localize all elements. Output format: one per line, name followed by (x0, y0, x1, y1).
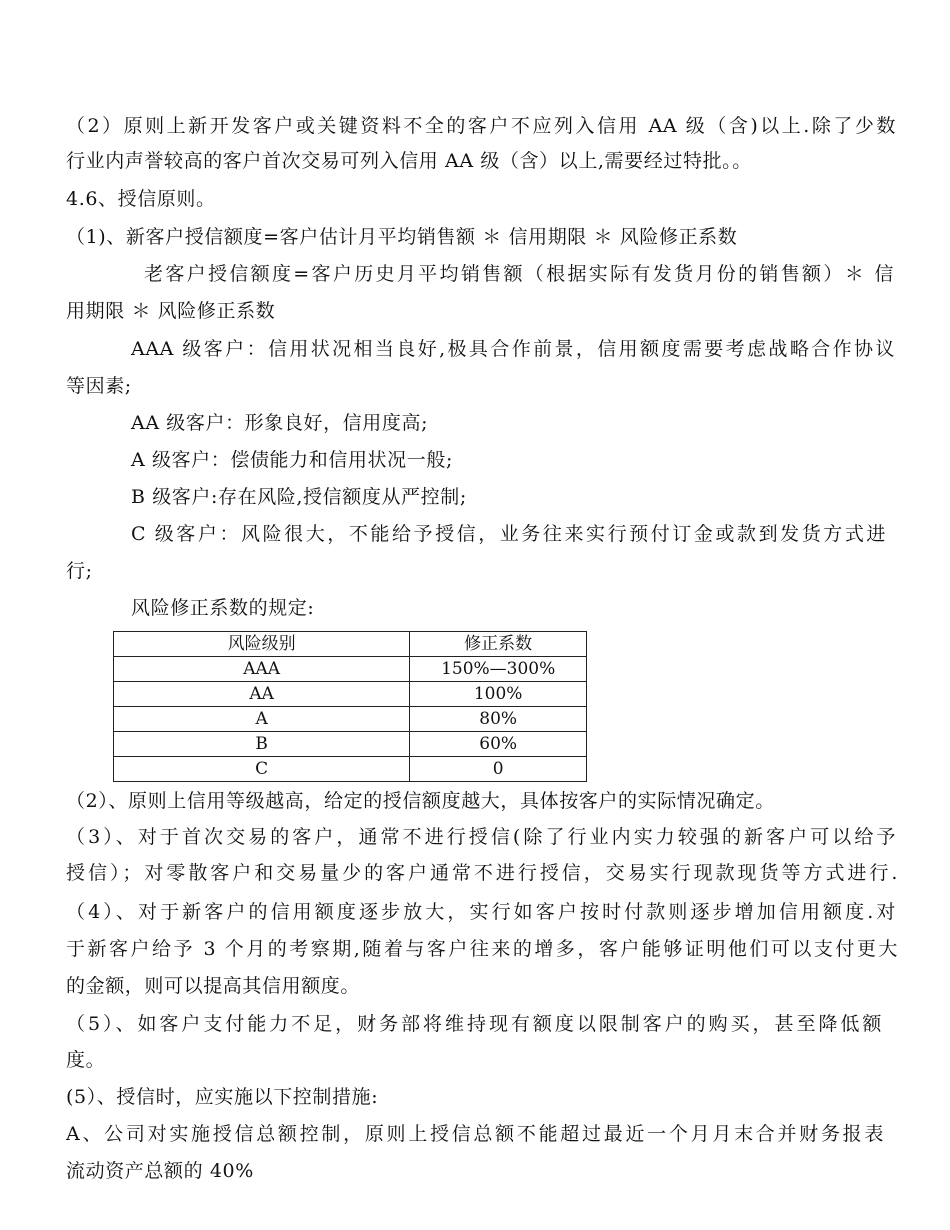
paragraph-line: 行; (66, 560, 93, 582)
paragraph-line: (5）、授信时，应实施以下控制措施: (66, 1086, 379, 1108)
table-cell: 80% (410, 707, 587, 732)
paragraph-line: 的金额，则可以提高其信用额度。 (66, 975, 361, 997)
paragraph-line: AAA 级客户：信用状况相当良好,极具合作前景，信用额度需要考虑战略合作协议 (131, 338, 895, 360)
risk-coefficient-table (113, 631, 587, 782)
table-cell: 150%—300% (410, 657, 587, 682)
table-row (114, 657, 587, 682)
paragraph-line: AA 级客户：形象良好，信用度高; (131, 412, 429, 434)
table-cell: 0 (410, 757, 587, 782)
paragraph-line: （4）、对于新客户的信用额度逐步放大，实行如客户按时付款则逐步增加信用额度.对 (66, 901, 896, 923)
table-cell: B (114, 732, 410, 757)
paragraph-line: 授信）；对零散客户和交易量少的客户通常不进行授信，交易实行现款现货等方式进行. (66, 862, 898, 884)
table-cell: AAA (114, 657, 410, 682)
table-row (114, 682, 587, 707)
paragraph-line: 行业内声誉较高的客户首次交易可列入信用 AA 级（含）以上,需要经过特批。。 (66, 150, 752, 172)
table-caption: 风险修正系数的规定: (131, 597, 315, 619)
table-header-row (114, 632, 587, 657)
table-row (114, 757, 587, 782)
paragraph-line: 老客户授信额度=客户历史月平均销售额（根据实际有发货月份的销售额）＊ 信 (144, 263, 894, 285)
table-cell: A (114, 707, 410, 732)
paragraph-line: 流动资产总额的 40% (66, 1160, 254, 1182)
paragraph-line: 用期限 ＊ 风险修正系数 (66, 300, 276, 322)
paragraph-line: C 级客户：风险很大，不能给予授信，业务往来实行预付订金或款到发货方式进 (131, 523, 886, 545)
paragraph-line: （2）、原则上信用等级越高，给定的授信额度越大，具体按客户的实际情况确定。 (66, 790, 775, 812)
table-cell: 100% (410, 682, 587, 707)
table-header-cell: 修正系数 (410, 632, 587, 657)
table-header-cell: 风险级别 (114, 632, 410, 657)
paragraph-line: （3）、对于首次交易的客户，通常不进行授信(除了行业内实力较强的新客户可以给予 (66, 826, 896, 848)
paragraph-line: （1)、新客户授信额度=客户估计月平均销售额 ＊ 信用期限 ＊ 风险修正系数 (66, 226, 738, 248)
section-heading: 4.6、授信原则。 (66, 188, 216, 210)
table-cell: C (114, 757, 410, 782)
paragraph-line: 于新客户给予 3 个月的考察期,随着与客户往来的增多，客户能够证明他们可以支付更大 (66, 938, 898, 960)
paragraph-line: （5）、如客户支付能力不足，财务部将维持现有额度以限制客户的购买，甚至降低额 (66, 1013, 882, 1035)
table-row (114, 707, 587, 732)
table-cell: 60% (410, 732, 587, 757)
paragraph-line: A、公司对实施授信总额控制，原则上授信总额不能超过最近一个月月末合并财务报表 (66, 1123, 884, 1145)
paragraph-line: （2）原则上新开发客户或关键资料不全的客户不应列入信用 AA 级（含)以上.除了少数 (66, 115, 896, 137)
paragraph-line: 度。 (66, 1049, 106, 1071)
paragraph-line: B 级客户:存在风险,授信额度从严控制; (131, 486, 467, 508)
table-cell: AA (114, 682, 410, 707)
paragraph-line: A 级客户：偿债能力和信用状况一般; (131, 449, 453, 471)
table-row (114, 732, 587, 757)
paragraph-line: 等因素; (66, 375, 132, 397)
